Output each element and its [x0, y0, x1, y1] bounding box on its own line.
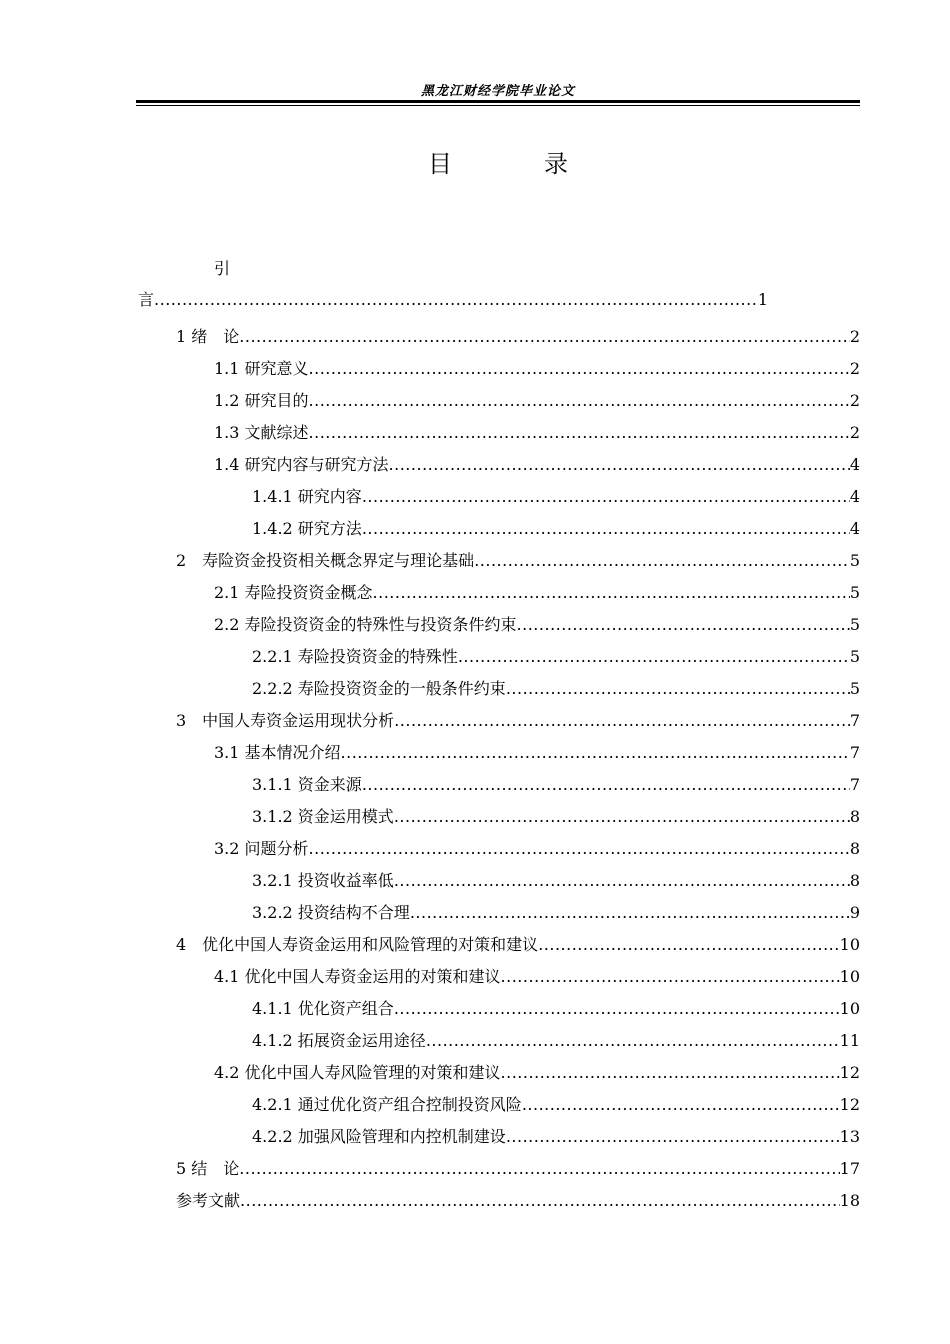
- toc-leader-dots: [309, 359, 850, 379]
- toc-page-number: 8: [849, 839, 860, 858]
- toc-leader-dots: [239, 1159, 839, 1179]
- toc-entry-label: 3.1 基本情况介绍: [214, 743, 341, 762]
- toc-leader-dots: [362, 487, 850, 507]
- toc-intro-label-part2: 言: [138, 290, 155, 309]
- toc-entry-label: 3.1.1 资金来源: [252, 775, 362, 794]
- toc-entry[interactable]: [214, 583, 860, 603]
- toc-entry[interactable]: [252, 807, 860, 827]
- toc-page-number: 18: [839, 1191, 860, 1210]
- toc-entry-label: 2 寿险资金投资相关概念界定与理论基础: [176, 551, 475, 570]
- toc-page-number: 8: [849, 807, 860, 826]
- toc-entry-label: 1.2 研究目的: [214, 391, 309, 410]
- toc-leader-dots: [240, 1191, 840, 1211]
- toc-entry-label: 3.2.1 投资收益率低: [252, 871, 394, 890]
- toc-leader-dots: [474, 551, 850, 571]
- toc-page-number: 2: [849, 391, 860, 410]
- toc-leader-dots: [389, 455, 850, 475]
- toc-entry-label: 1.4 研究内容与研究方法: [214, 455, 389, 474]
- toc-leader-dots: [506, 1127, 840, 1147]
- toc-page-number: 5: [849, 551, 860, 570]
- toc-entry-label: 1.4.1 研究内容: [252, 487, 362, 506]
- toc-page-number: 4: [849, 487, 860, 506]
- toc-entry[interactable]: [176, 1159, 860, 1179]
- toc-page-number: 7: [849, 711, 860, 730]
- toc-leader-dots: [426, 1031, 840, 1051]
- toc-entry[interactable]: [214, 967, 860, 987]
- toc-entry-label: 1.4.2 研究方法: [252, 519, 362, 538]
- toc-leader-dots: [362, 519, 850, 539]
- toc-entry-label: 3.2 问题分析: [214, 839, 309, 858]
- toc-leader-dots: [309, 423, 850, 443]
- toc-leader-dots: [394, 711, 850, 731]
- toc-entry[interactable]: [214, 391, 860, 411]
- toc-leader-dots: [394, 999, 840, 1019]
- toc-leader-dots: [394, 807, 850, 827]
- toc-entry-label: 4.1 优化中国人寿资金运用的对策和建议: [214, 967, 501, 986]
- toc-entry[interactable]: [214, 423, 860, 443]
- toc-entry-intro[interactable]: [138, 287, 768, 310]
- toc-leader-dots: [458, 647, 850, 667]
- toc-entry[interactable]: [252, 487, 860, 507]
- toc-entry[interactable]: [252, 775, 860, 795]
- toc-leader-dots: [394, 871, 850, 891]
- toc-page-number: 4: [849, 519, 860, 538]
- toc-leader-dots: [309, 391, 850, 411]
- header-rule-thick: [136, 100, 860, 103]
- toc-entry[interactable]: [252, 1127, 860, 1147]
- toc-page-number: 10: [839, 935, 860, 954]
- toc-page-number: 12: [839, 1095, 860, 1114]
- toc-entry-label: 3.2.2 投资结构不合理: [252, 903, 410, 922]
- toc-page-number: 10: [839, 999, 860, 1018]
- toc-entry-label: 参考文献: [176, 1191, 241, 1210]
- toc-entry[interactable]: [176, 551, 860, 571]
- toc-leader-dots: [501, 1063, 840, 1083]
- toc-entry[interactable]: [176, 711, 860, 731]
- toc-entry-label: 4.2.2 加强风险管理和内控机制建设: [252, 1127, 506, 1146]
- toc-page-number: 7: [849, 775, 860, 794]
- toc-leader-dots: [410, 903, 850, 923]
- toc-entry[interactable]: [252, 519, 860, 539]
- toc-entry[interactable]: [214, 615, 860, 635]
- toc-entry[interactable]: [176, 1191, 860, 1211]
- toc-entry[interactable]: [252, 871, 860, 891]
- toc-leader-dots: [341, 743, 850, 763]
- toc-entry[interactable]: [214, 1063, 860, 1083]
- toc-entry[interactable]: [252, 647, 860, 667]
- toc-leader-dots: [362, 775, 850, 795]
- toc-entry[interactable]: [252, 903, 860, 923]
- toc-entry[interactable]: [252, 1095, 860, 1115]
- header-rule-thin: [136, 105, 860, 106]
- toc-page-number: 5: [849, 679, 860, 698]
- toc-leader-dots: [517, 615, 850, 635]
- toc-intro-label-part1: 引: [214, 259, 231, 278]
- toc-entry-label: 1 绪 论: [176, 327, 240, 346]
- toc-entry-label: 4.1.1 优化资产组合: [252, 999, 394, 1018]
- document-header-title: 黑龙江财经学院毕业论文: [420, 84, 575, 99]
- toc-page-number: 9: [849, 903, 860, 922]
- toc-leader-dots: [309, 839, 850, 859]
- toc-entry-label: 1.1 研究意义: [214, 359, 309, 378]
- toc-page-number: 5: [849, 583, 860, 602]
- toc-entry-label: 3 中国人寿资金运用现状分析: [176, 711, 395, 730]
- toc-page-number: 12: [839, 1063, 860, 1082]
- toc-entry[interactable]: [214, 743, 860, 763]
- toc-leader-dots: [522, 1095, 840, 1115]
- toc-entry-label: 2.2 寿险投资资金的特殊性与投资条件约束: [214, 615, 517, 634]
- toc-entry-label: 5 结 论: [176, 1159, 240, 1178]
- toc-page-number: 8: [849, 871, 860, 890]
- toc-entry-label: 4.2.1 通过优化资产组合控制投资风险: [252, 1095, 522, 1114]
- toc-leader-dots: [373, 583, 850, 603]
- toc-entry-label: 2.2.1 寿险投资资金的特殊性: [252, 647, 458, 666]
- toc-leader-dots: [506, 679, 850, 699]
- toc-page-number: 2: [849, 423, 860, 442]
- toc-page-number: 13: [839, 1127, 860, 1146]
- toc-page-number: 17: [839, 1159, 860, 1178]
- toc-entry[interactable]: [252, 679, 860, 699]
- toc-page-number: 4: [849, 455, 860, 474]
- toc-entry[interactable]: [214, 839, 860, 859]
- toc-entry[interactable]: [176, 935, 860, 955]
- toc-title: 目 录: [428, 150, 602, 178]
- toc-entry-label: 2.1 寿险投资资金概念: [214, 583, 373, 602]
- toc-leader-dots: [501, 967, 840, 987]
- toc-entry-label: 1.3 文献综述: [214, 423, 309, 442]
- toc-entry-label: 4.2 优化中国人寿风险管理的对策和建议: [214, 1063, 501, 1082]
- toc-entry[interactable]: [252, 999, 860, 1019]
- toc-leader-dots: [154, 290, 758, 309]
- toc-page-number: 1: [757, 290, 768, 309]
- toc-entry-label: 4 优化中国人寿资金运用和风险管理的对策和建议: [176, 935, 539, 954]
- toc-entry[interactable]: [252, 1031, 860, 1051]
- toc-page-number: 2: [849, 327, 860, 346]
- toc-entry-label: 2.2.2 寿险投资资金的一般条件约束: [252, 679, 506, 698]
- toc-entry-label: 3.1.2 资金运用模式: [252, 807, 394, 826]
- toc-leader-dots: [538, 935, 839, 955]
- toc-page-number: 11: [839, 1031, 860, 1050]
- toc-entry[interactable]: [176, 327, 860, 347]
- toc-page-number: 5: [849, 647, 860, 666]
- toc-page-number: 10: [839, 967, 860, 986]
- toc-entry[interactable]: [214, 359, 860, 379]
- toc-page-number: 5: [849, 615, 860, 634]
- toc-entry[interactable]: [214, 455, 860, 475]
- toc-entry-label: 4.1.2 拓展资金运用途径: [252, 1031, 426, 1050]
- toc-leader-dots: [239, 327, 850, 347]
- toc-page-number: 2: [849, 359, 860, 378]
- toc-page-number: 7: [849, 743, 860, 762]
